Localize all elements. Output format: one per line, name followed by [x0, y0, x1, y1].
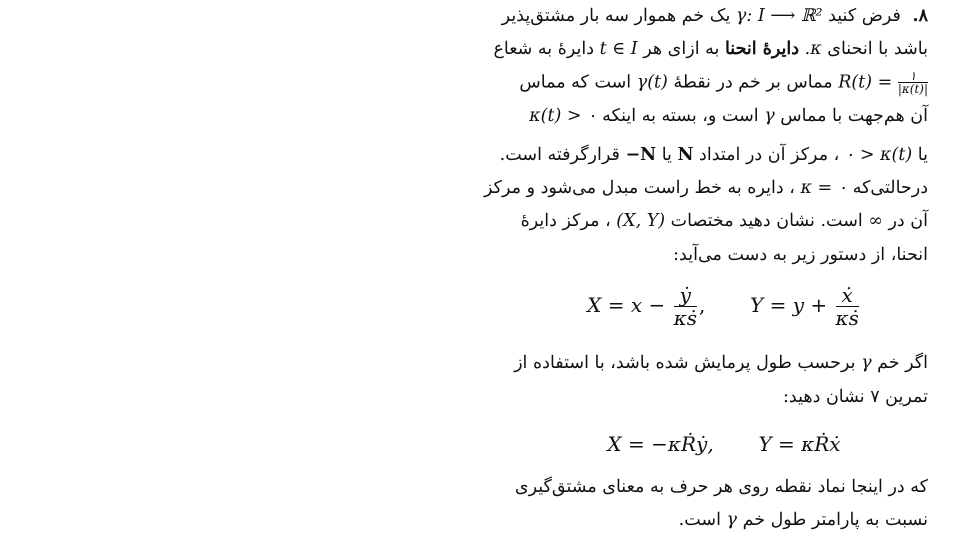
text: انحنا، از دستور زیر به دست می‌آید:	[673, 245, 928, 265]
math-curve-map: γ: I ⟶ ℝ²	[735, 6, 823, 26]
text: دایرهٔ به شعاع	[493, 39, 595, 59]
text: یا	[917, 145, 928, 165]
line-3	[519, 70, 928, 96]
line-11	[515, 475, 928, 501]
text: قرارگرفته است.	[499, 145, 620, 165]
line-4	[529, 104, 928, 130]
text: یک خم هموار سه بار مشتق‌پذیر	[501, 6, 731, 26]
eq1-y-lhs: Y = y +	[750, 293, 828, 317]
text: مماس بر خم در نقطهٔ	[673, 72, 833, 93]
eq2-y: Y = κṘẋ	[758, 432, 841, 456]
eq1-x-numerator: ẏ	[674, 284, 697, 307]
eq1-separator: ,	[698, 293, 706, 317]
eq2-x: X = −κṘẏ,	[607, 432, 714, 456]
radius-numerator: ۱	[898, 70, 928, 83]
exercise-number: ۸.	[912, 6, 928, 26]
text: فرض کنید	[828, 6, 901, 26]
math-XY: (X, Y)	[616, 211, 666, 231]
eq1-x-denominator: κṡ	[673, 306, 697, 330]
line-12	[679, 508, 928, 534]
text: است.	[678, 510, 721, 530]
eq1-x-fraction	[674, 284, 697, 329]
math-kappa-positive: κ(t) > ۰	[529, 106, 597, 126]
equation-1	[520, 284, 928, 329]
math-radius	[838, 70, 928, 96]
text: ، مرکز آن در امتداد	[699, 145, 840, 165]
line-5	[500, 143, 928, 169]
line-8	[673, 243, 928, 269]
text: که در اینجا نماد نقطه روی هر حرف به معنای مشتق‌گیری	[514, 477, 928, 497]
line-1	[502, 4, 928, 30]
eq1-x-lhs: X = x −	[587, 293, 666, 317]
term-circle-of-curvature: دایرهٔ انحنا	[724, 39, 800, 59]
text: است. نشان دهید مختصات	[670, 211, 863, 231]
text: به ازای هر	[643, 39, 720, 59]
text: است که مماس	[519, 72, 632, 93]
math-gamma: γ	[861, 353, 872, 373]
math-gamma-t: γ(t)	[636, 72, 668, 93]
math-minus-N: −N	[625, 145, 657, 165]
text: یا	[661, 145, 672, 165]
text: نسبت به پارامتر طول خم	[742, 510, 928, 530]
radius-fraction	[898, 70, 928, 96]
eq1-y-fraction	[836, 284, 859, 329]
math-gamma: γ	[764, 106, 775, 126]
text: آن در	[888, 211, 928, 231]
text: آن هم‌جهت با مماس	[780, 106, 928, 126]
line-6	[484, 176, 928, 202]
math-kappa-zero: κ = ۰	[800, 178, 848, 198]
math-normal-N: N	[677, 145, 694, 165]
text: ، مرکز دایرهٔ	[520, 211, 611, 231]
math-kappa-negative: ۰ > κ(t)	[844, 145, 913, 165]
text: برحسب طول پرمایش شده باشد، با استفاده از	[514, 353, 856, 373]
eq1-y-numerator: ẋ	[836, 284, 859, 307]
text: باشد با انحنای	[827, 39, 928, 59]
math-t-in-I: t ∈ I	[599, 39, 638, 59]
text: اگر خم	[877, 353, 928, 373]
line-7	[521, 209, 928, 235]
radius-denominator: |κ(t)|	[897, 82, 928, 96]
text: درحالتی‌که	[852, 178, 928, 198]
text: ، دایره به خط راست مبدل می‌شود و مرکز	[484, 178, 795, 198]
math-kappa: κ.	[804, 39, 822, 59]
line-2	[493, 37, 928, 63]
text: است و، بسته به اینکه	[602, 106, 759, 126]
text: تمرین ۷ نشان دهید:	[783, 387, 928, 407]
eq1-y-denominator: κṡ	[835, 306, 859, 330]
line-10	[783, 385, 928, 411]
math-infinity: ∞	[868, 211, 883, 231]
math-radius-lhs: R(t) =	[838, 72, 893, 93]
equation-2	[520, 432, 928, 456]
math-gamma: γ	[726, 510, 737, 530]
line-9	[514, 351, 928, 377]
